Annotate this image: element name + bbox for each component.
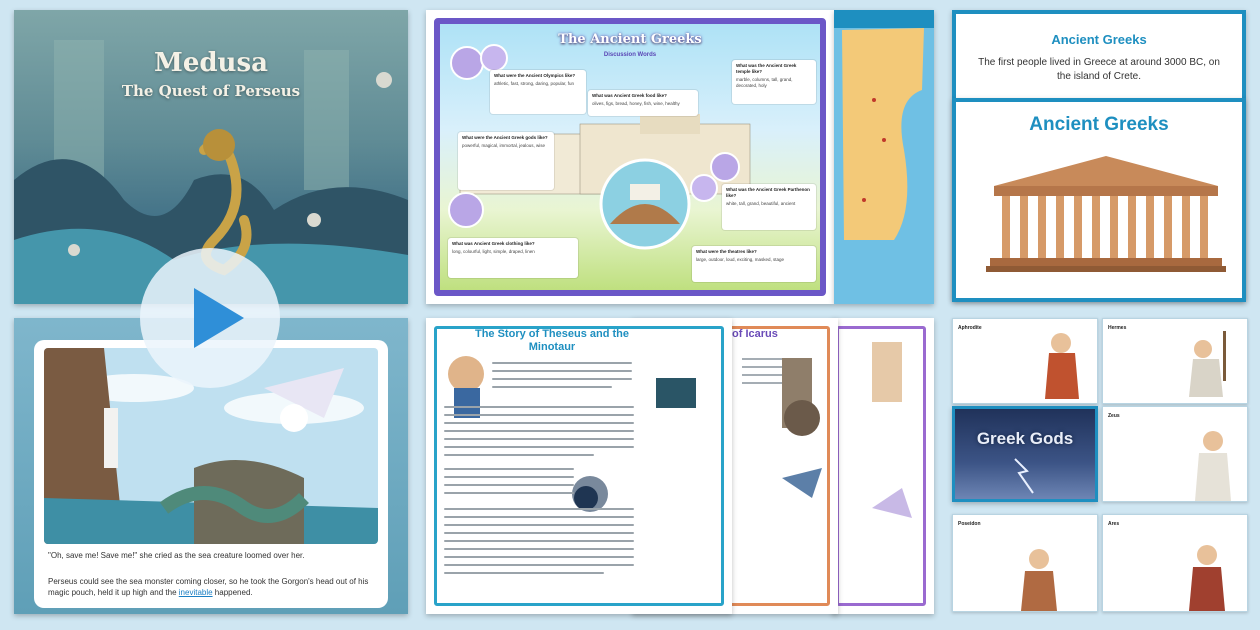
text-line (444, 564, 634, 566)
portrait-image (690, 174, 718, 202)
story-text-end: happened. (212, 588, 253, 597)
poster-subtitle: Discussion Words (603, 52, 657, 58)
slide-heading: Ancient Greeks (1051, 32, 1147, 47)
slide-title: Medusa (154, 48, 268, 78)
answer-text: athletic, fast, strong, daring, popular, fun (494, 81, 575, 86)
portrait-image (448, 192, 484, 228)
god-card-poseidon[interactable] (952, 514, 1098, 612)
text-line (444, 540, 634, 542)
poster-frame (434, 18, 826, 296)
answer-text: olives, figs, bread, honey, fish, wine, healthy (592, 101, 680, 106)
zeus-image (1103, 407, 1248, 502)
discussion-box (722, 184, 816, 230)
portrait-image (710, 152, 740, 182)
slide-heading: Ancient Greeks (1029, 114, 1169, 135)
question-text: What was Ancient Greek food like? (592, 93, 667, 98)
text-line (444, 548, 634, 550)
text-line (444, 446, 634, 448)
discussion-box (588, 90, 698, 116)
text-line (444, 572, 604, 574)
parthenon-image (956, 102, 1242, 298)
god-name: Zeus (1108, 413, 1120, 419)
answer-text: large, outdoor, loud, exciting, masked, stage (696, 257, 785, 262)
text-line (444, 414, 634, 416)
text-line (444, 484, 574, 486)
god-card-hermes[interactable] (1102, 318, 1248, 404)
story-paragraph-1: "Oh, save me! Save me!" she cried as the sea creature loomed over her. (48, 551, 305, 560)
text-line (492, 386, 612, 388)
text-line (444, 406, 634, 408)
god-card-ares[interactable] (1102, 514, 1248, 612)
portrait-image (480, 44, 508, 72)
discussion-box (458, 132, 554, 190)
text-line (444, 454, 594, 456)
text-line (444, 468, 574, 470)
slide-body-text: The first people lived in Greece at around 3000 BC, on the island of Crete. (978, 57, 1220, 82)
god-name: Aphrodite (958, 325, 982, 331)
text-line (492, 370, 632, 372)
ares-image (1103, 515, 1248, 612)
vocabulary-link[interactable]: inevitable (178, 588, 213, 597)
answer-text: long, colourful, light, simple, draped, linen (452, 249, 535, 254)
text-line (444, 508, 634, 510)
god-card-zeus[interactable] (1102, 406, 1248, 502)
portrait-image (450, 46, 484, 80)
play-icon (140, 248, 280, 388)
discussion-box (732, 60, 816, 104)
answer-text: white, tall, grand, beautiful, ancient (726, 201, 796, 206)
poster-title: The Ancient Greeks (558, 32, 702, 47)
question-text: What were the Ancient Olympics like? (494, 73, 576, 78)
text-line (444, 438, 634, 440)
text-line (444, 492, 574, 494)
god-name: Hermes (1108, 325, 1127, 331)
greek-gods-title-slide[interactable] (952, 406, 1098, 502)
story-text: Perseus could see the sea monster coming closer, so he took the Gorgon's head out of his magic pouch, held it up high and the (48, 577, 369, 597)
text-line (444, 476, 574, 478)
god-name: Ares (1108, 521, 1120, 527)
play-button[interactable] (140, 248, 280, 388)
aphrodite-image (953, 319, 1098, 404)
text-line (444, 524, 634, 526)
question-text: What was Ancient Greek clothing like? (452, 241, 535, 246)
poseidon-image (953, 515, 1098, 612)
discussion-box (490, 70, 586, 114)
discussion-box (692, 246, 816, 282)
map-image (834, 10, 934, 304)
question-text: What were the theatres like? (696, 249, 757, 254)
ancient-greeks-poster[interactable] (426, 10, 834, 304)
map-slide[interactable] (834, 10, 934, 304)
hermes-image (1103, 319, 1248, 404)
question-text: What was the Ancient Greek temple like? (736, 63, 797, 74)
text-line (492, 378, 632, 380)
answer-text: powerful, magical, immortal, jealous, wise (462, 143, 546, 148)
god-card-aphrodite[interactable] (952, 318, 1098, 404)
text-line (444, 556, 634, 558)
answer-text: marble, columns, tall, grand, decorated, holy (736, 77, 793, 88)
lightning-image (955, 409, 1095, 499)
text-line (444, 532, 634, 534)
icarus-figure-image (832, 318, 934, 614)
ancient-greeks-title-slide[interactable] (952, 98, 1246, 302)
question-text: What were the Ancient Greek gods like? (462, 135, 548, 140)
text-line (444, 430, 634, 432)
icarus-page-2[interactable] (832, 318, 934, 614)
page-heading: of Icarus (732, 328, 778, 340)
slide-heading: Greek Gods (976, 429, 1074, 448)
text-line (444, 516, 634, 518)
slide-subtitle: The Quest of Perseus (121, 82, 301, 100)
discussion-box (448, 238, 578, 278)
question-text: What was the Ancient Greek Parthenon like? (726, 187, 810, 198)
text-line (492, 362, 632, 364)
text-line (444, 422, 634, 424)
page-heading: The Story of Theseus and the Minotaur (474, 328, 630, 353)
story-paragraph-2 (48, 576, 374, 598)
god-name: Poseidon (958, 521, 981, 527)
theseus-page[interactable] (426, 318, 732, 614)
